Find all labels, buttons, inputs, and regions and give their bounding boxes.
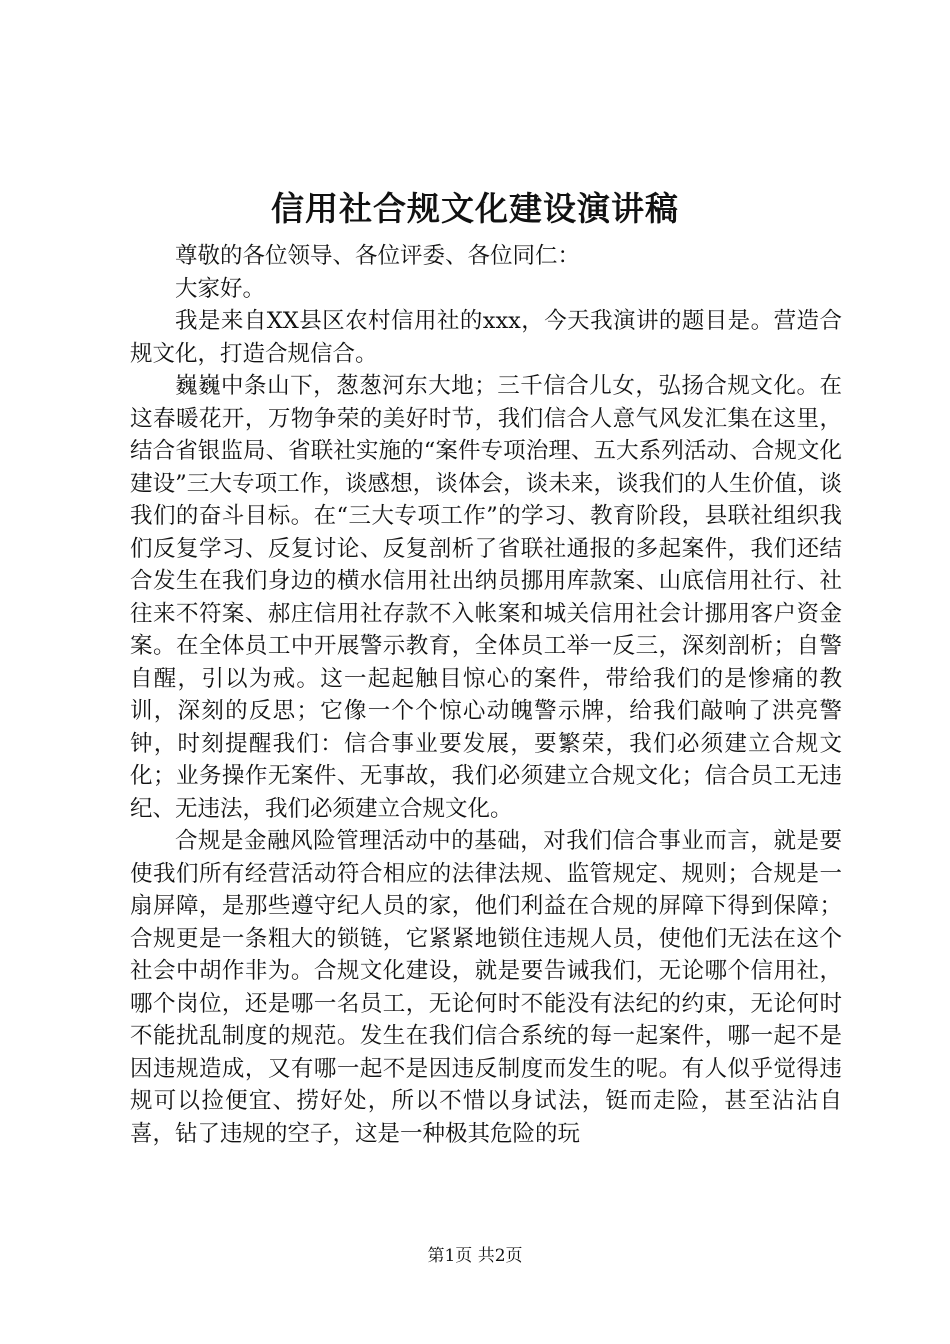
document-body	[130, 240, 842, 1150]
paragraph-greeting: 大家好。	[175, 275, 266, 302]
document-title: 信用社合规文化建设演讲稿	[271, 189, 679, 228]
paragraph-compliance: 合规是金融风险管理活动中的基础，对我们信合事业而言，就是要使我们所有经营活动符合相应的法律法规、监管规定、规则；合规是一扇屏障，是那些遵守纪人员的家，他们利益在合规的屏障下得到保障；合规更是一条粗大的锁链，它紧紧地锁住违规人员，使他们无法在这个社会中胡作非为。合规文化建设，就是要告诫我们，无论哪个信用社，哪个岗位，还是哪一名员工，无论何时不能没有法纪的约束，无论何时不能扰乱制度的规范。发生在我们信合系统的每一起案件，哪一起不是因违规造成，又有哪一起不是因违反制度而发生的呢。有人似乎觉得违规可以捡便宜、捞好处，所以不惜以身试法，铤而走险，甚至沾沾自喜，钻了违规的空子，这是一种极其危险的玩	[130, 828, 842, 1147]
paragraph-salutation: 尊敬的各位领导、各位评委、各位同仁：	[175, 243, 581, 269]
paragraph-introduction: 我是来自XX县区农村信用社的xxx，今天我演讲的题目是。营造合规文化，打造合规信合。	[130, 308, 842, 367]
paragraph-culture: 巍巍中条山下，葱葱河东大地；三千信合儿女，弘扬合规文化。在这春暖花开，万物争荣的美好时节，我们信合人意气风发汇集在这里，结合省银监局、省联社实施的“案件专项治理、五大系列活动、合规文化建设”三大专项工作，谈感想，谈体会，谈未来，谈我们的人生价值，谈我们的奋斗目标。在“三大专项工作”的学习、教育阶段，县联社组织我们反复学习、反复讨论、反复剖析了省联社通报的多起案件，我们还结合发生在我们身边的横水信用社出纳员挪用库款案、山底信用社行、社往来不符案、郝庄信用社存款不入帐案和城关信用社会计挪用客户资金案。在全体员工中开展警示教育，全体员工举一反三，深刻剖析；自警自醒，引以为戒。这一起起触目惊心的案件，带给我们的是惨痛的教训，深刻的反思；它像一个个惊心动魄警示牌，给我们敲响了洪亮警钟，时刻提醒我们：信合事业要发展，要繁荣，我们必须建立合规文化；业务操作无案件、无事故，我们必须建立合规文化；信合员工无违纪、无违法，我们必须建立合规文化。	[130, 373, 842, 822]
page-number: 第1页 共2页	[427, 1246, 523, 1266]
